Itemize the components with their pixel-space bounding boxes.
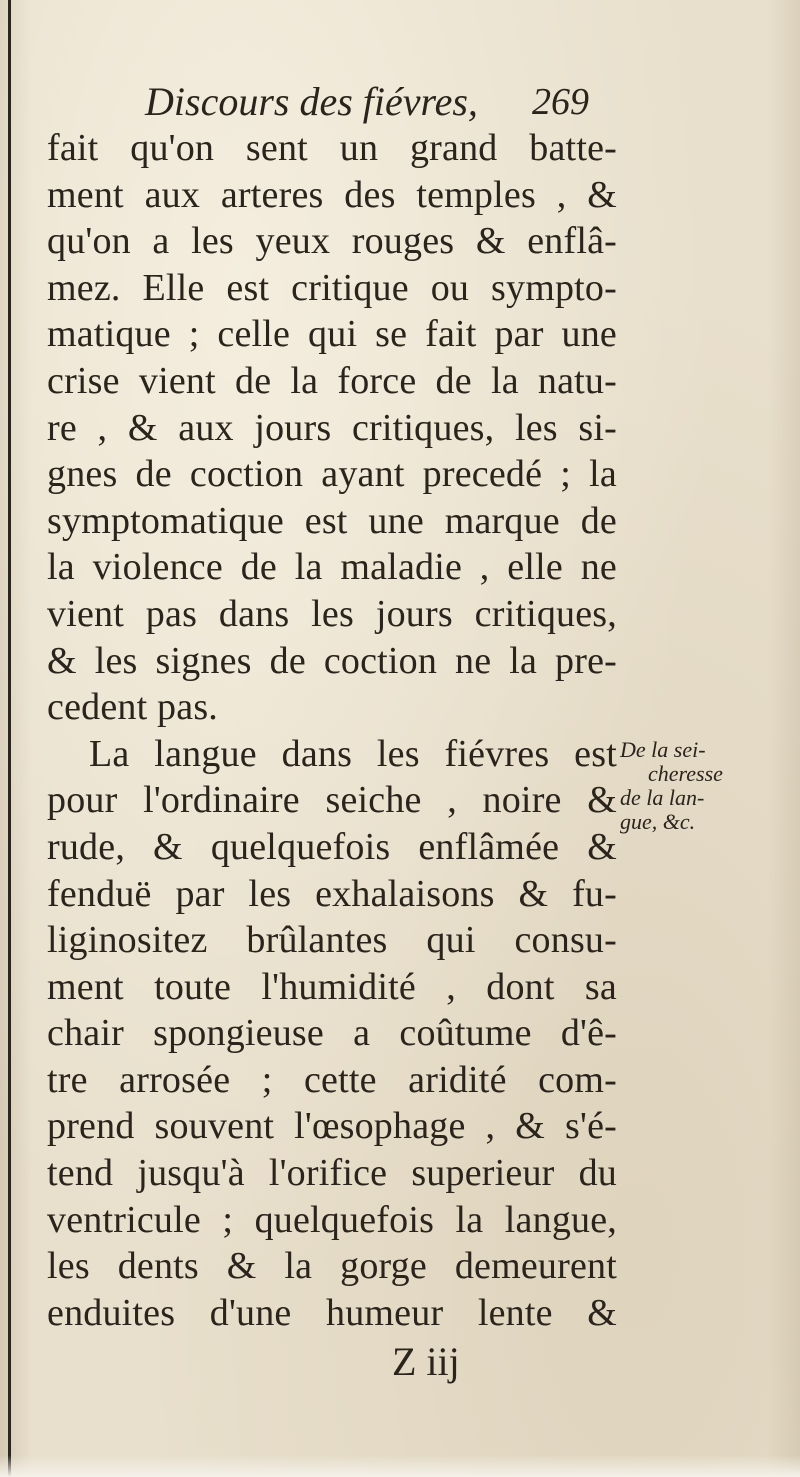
text-line: ventricule ; quelquefois la langue,	[47, 1198, 617, 1241]
running-head	[0, 78, 800, 128]
page-gutter-edge	[8, 0, 11, 1477]
running-title: Discours des fiévres,	[145, 79, 478, 124]
text-line: fait qu'on sent un grand batte-	[47, 127, 617, 169]
text-line: matique ; celle qui se fait par une	[47, 313, 617, 356]
text-line: ment toute l'humidité , dont sa	[47, 965, 617, 1008]
text-line: tre arrosée ; cette aridité com-	[47, 1058, 617, 1101]
text-line: prend souvent l'œsophage , & s'é-	[47, 1105, 617, 1148]
page-bottom-edge	[0, 1455, 800, 1477]
marginal-note-line: cheresse	[648, 761, 723, 786]
text-line: fenduë par les exhalaisons & fu-	[47, 872, 617, 915]
text-line: liginositez brûlantes qui consu-	[47, 919, 617, 962]
marginal-note-line: gue, &c.	[620, 809, 696, 834]
marginal-note-line: De la sei-	[620, 737, 706, 762]
text-line: la violence de la maladie , elle ne	[47, 546, 617, 589]
text-line: enduites d'une humeur lente &	[47, 1291, 617, 1334]
text-line: re , & aux jours critiques, les si-	[47, 406, 617, 449]
page-number: 269	[532, 81, 589, 123]
text-line: ment aux arteres des temples , &	[47, 173, 617, 216]
text-line: pour l'ordinaire seiche , noire &	[47, 779, 617, 822]
body-text	[47, 125, 617, 1336]
text-line: les dents & la gorge demeurent	[47, 1245, 617, 1288]
text-line: qu'on a les yeux rouges & enflâ-	[47, 220, 617, 263]
text-line: rude, & quelquefois enflâmée &	[47, 825, 617, 868]
signature-mark: Z iij	[392, 1339, 460, 1384]
text-line: vient pas dans les jours critiques,	[47, 592, 617, 635]
text-line: mez. Elle est critique ou sympto-	[47, 266, 617, 309]
paragraph-end-line: cedent pas.	[47, 686, 219, 729]
text-line: tend jusqu'à l'orifice superieur du	[47, 1152, 617, 1195]
text-line: symptomatique est une marque de	[47, 499, 617, 542]
text-line: gnes de coction ayant precedé ; la	[47, 453, 617, 496]
text-line: chair spongieuse a coûtume d'ê-	[47, 1012, 617, 1055]
paragraph-start-line: La langue dans les fiévres est	[89, 732, 617, 775]
marginal-note-line: de la lan-	[620, 785, 705, 810]
text-line: & les signes de coction ne la pre-	[47, 639, 617, 682]
marginal-note	[620, 738, 780, 834]
text-line: crise vient de la force de la natu-	[47, 359, 617, 402]
